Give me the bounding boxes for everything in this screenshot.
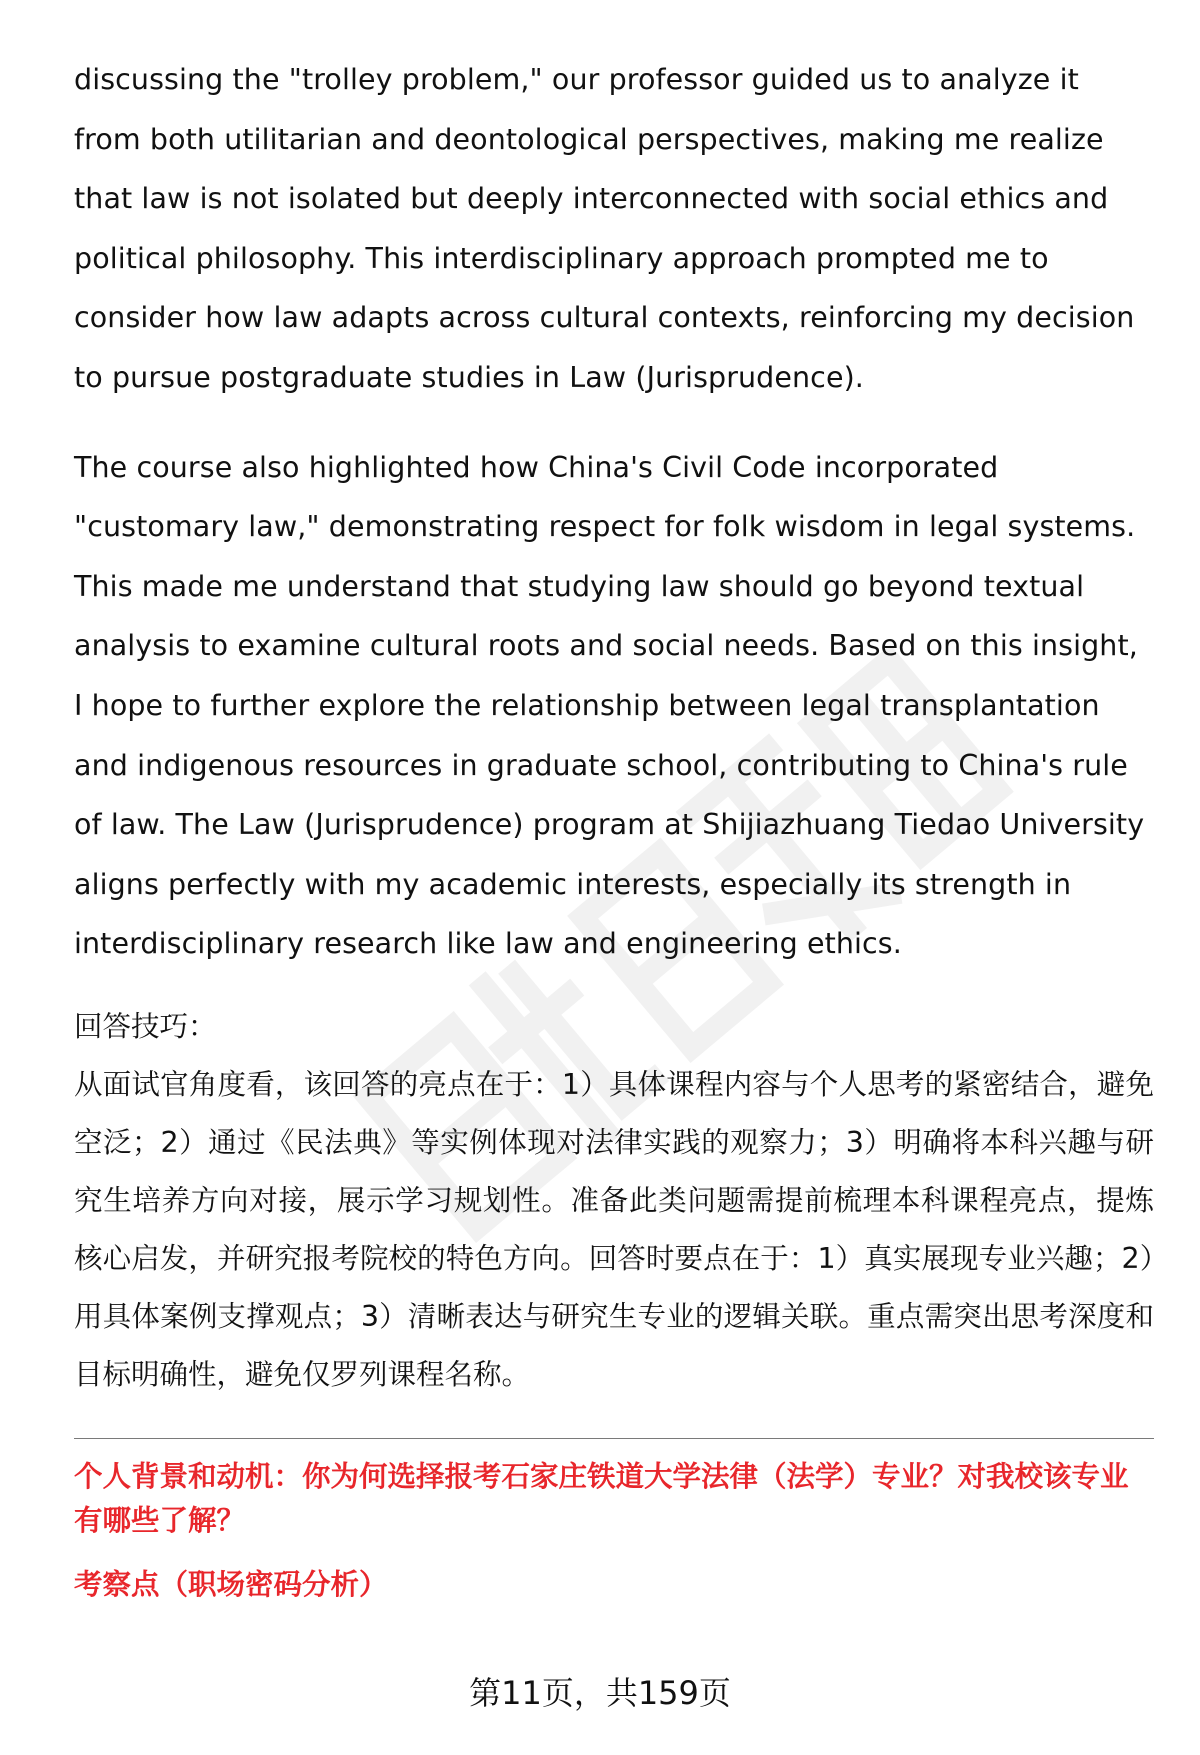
page-number: 第11页，共159页 — [469, 1674, 731, 1712]
section-divider — [74, 1438, 1154, 1439]
sub-heading: 考察点（职场密码分析） — [74, 1567, 388, 1601]
tips-title: 回答技巧： — [74, 1009, 217, 1043]
question-heading: 个人背景和动机：你为何选择报考石家庄铁道大学法律（法学）专业？对我校该专业有哪些了解？ — [74, 1459, 1129, 1537]
document-page — [74, 50, 1154, 1607]
body-paragraph: The course also highlighted how China's Civil Code incorporated "customary law," demonstrating respect for folk wisdom in legal systems. This made me understand that studying law should go beyond textual analysis to examine cultural roots and social needs. Based on this insight, I hope to further explore the relationship between legal transplantation and indigenous resources in graduate school, contributing to China's rule of law. The Law (Jurisprudence) program at Shijiazhuang Tiedao University aligns perfectly with my academic interests, especially its strength in interdisciplinary research like law and engineering ethics. — [74, 450, 1145, 961]
tips-body: 从面试官角度看，该回答的亮点在于：1）具体课程内容与个人思考的紧密结合，避免空泛；2）通过《民法典》等实例体现对法律实践的观察力；3）明确将本科兴趣与研究生培养方向对接，展示学习规划性。准备此类问题需提前梳理本科课程亮点，提炼核心启发，并研究报考院校的特色方向。回答时要点在于：1）真实展现专业兴趣；2）用具体案例支撑观点；3）清晰表达与研究生专业的逻辑关联。重点需突出思考深度和目标明确性，避免仅罗列课程名称。 — [74, 1067, 1154, 1391]
body-paragraph: discussing the "trolley problem," our professor guided us to analyze it from both utilitarian and deontological perspectives, making me realize that law is not isolated but deeply interconnected with social ethics and political philosophy. This interdisciplinary approach prompted me to consider how law adapts across cultural contexts, reinforcing my decision to pursue postgraduate studies in Law (Jurisprudence). — [74, 63, 1135, 394]
